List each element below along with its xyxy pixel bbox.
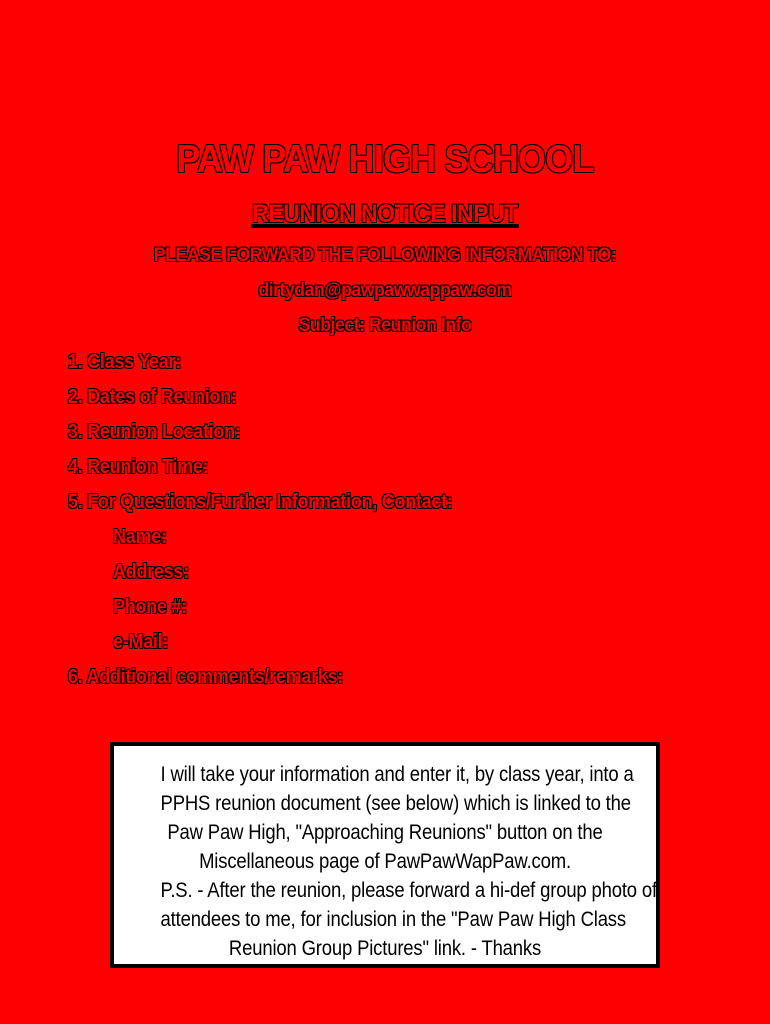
email-subject: Subject: Reunion Info	[298, 315, 472, 336]
note-line: P.S. - After the reunion, please forward a hi-def group photo of	[160, 878, 657, 902]
school-title: PAW PAW HIGH SCHOOL	[176, 138, 594, 181]
note-line: Miscellaneous page of PawPawWapPaw.com.	[199, 849, 571, 873]
field-class-year: 1. Class Year:	[68, 351, 181, 373]
field-additional-comments: 6. Additional comments/remarks:	[68, 666, 344, 688]
note-line: PPHS reunion document (see below) which is linked to the	[160, 791, 631, 815]
note-line: Paw Paw High, "Approaching Reunions" button on the	[167, 820, 603, 844]
forward-instruction: PLEASE FORWARD THE FOLLOWING INFORMATION TO:	[153, 245, 617, 266]
field-reunion-location: 3. Reunion Location:	[68, 421, 241, 443]
contact-email: dirtydan@pawpawwappaw.com	[258, 280, 512, 301]
field-contact-name: Name:	[113, 526, 167, 548]
field-contact-phone: Phone #:	[113, 596, 187, 618]
field-dates-of-reunion: 2. Dates of Reunion:	[68, 386, 237, 408]
field-contact-info: 5. For Questions/Further Information, Contact:	[68, 491, 453, 513]
note-line: attendees to me, for inclusion in the "Paw Paw High Class	[160, 907, 626, 931]
field-contact-email: e-Mail:	[113, 631, 169, 653]
field-contact-address: Address:	[113, 561, 189, 583]
info-field-list	[68, 350, 495, 700]
field-reunion-time: 4. Reunion Time:	[68, 456, 209, 478]
note-box	[110, 742, 660, 968]
note-line: I will take your information and enter it, by class year, into a	[160, 762, 634, 786]
note-line: Reunion Group Pictures" link. - Thanks	[228, 936, 542, 960]
notice-subtitle: REUNION NOTICE INPUT	[252, 200, 518, 228]
